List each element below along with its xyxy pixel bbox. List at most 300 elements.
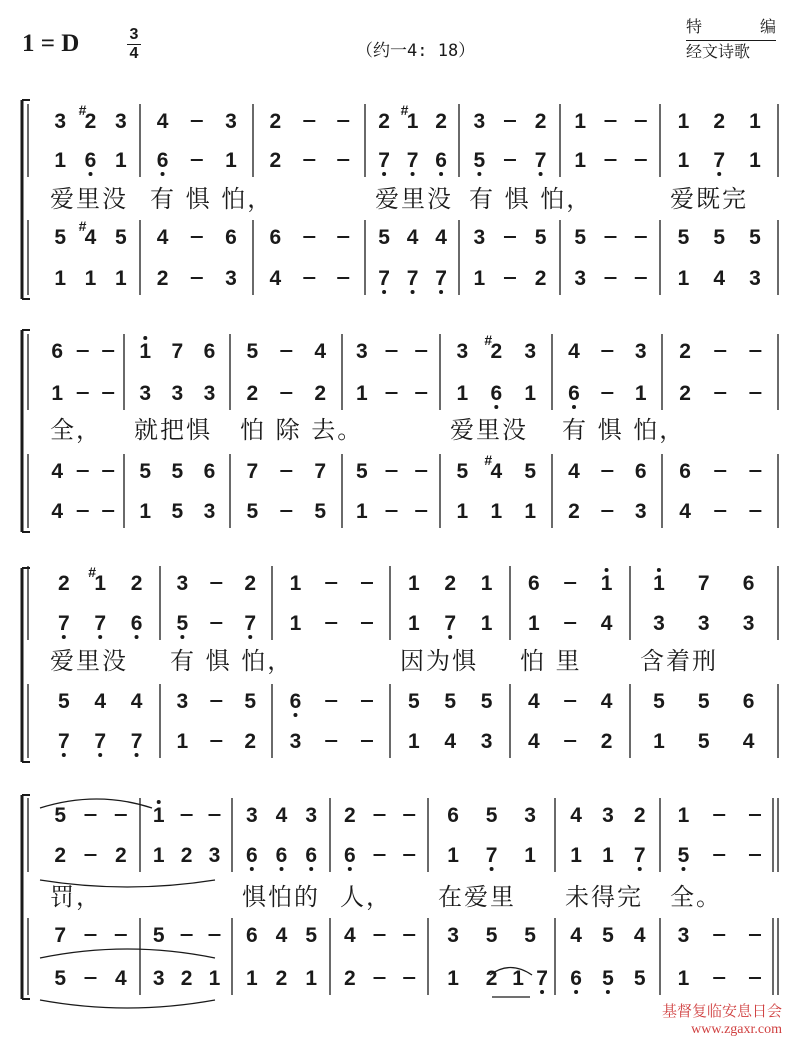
note-s0-b6-r1-2: 1 bbox=[749, 149, 761, 172]
note-s0-b0-r0-1: 2 bbox=[84, 110, 97, 133]
note-s2-b0-r3-2-low-dot bbox=[135, 753, 139, 757]
note-s3-b4-r2-1: 5 bbox=[485, 924, 498, 947]
note-s3-b5-r2-2: 4 bbox=[633, 924, 646, 947]
note-s2-b3-r3-2: 3 bbox=[480, 730, 493, 753]
note-s3-b3-r0-0: 2 bbox=[343, 804, 356, 827]
note-s3-b6-r1-0: 5 bbox=[677, 844, 690, 867]
note-s2-b1-r0-2: 2 bbox=[244, 572, 257, 595]
note-s1-b1-r3-1: 5 bbox=[171, 500, 184, 523]
lyric-s3-b4: 在爱里 bbox=[438, 883, 516, 911]
note-s2-b0-r0-2: 2 bbox=[130, 572, 143, 595]
note-s1-b0-r2-0: 4 bbox=[51, 460, 64, 483]
note-s3-b3-r2-0: 4 bbox=[343, 924, 356, 947]
note-s3-b2-r0-0: 3 bbox=[245, 804, 258, 827]
note-s0-b6-r2-0: 5 bbox=[677, 226, 690, 249]
note-s2-b3-r1-1: 7 bbox=[444, 612, 457, 635]
note-s3-b2-r0-2: 3 bbox=[305, 804, 318, 827]
note-s2-b0-r0-1: 1 bbox=[94, 572, 107, 595]
note-s3-b5-r0-0: 4 bbox=[570, 804, 582, 827]
note-s2-b3-r2-2: 5 bbox=[480, 690, 493, 713]
note-s0-b0-r1-0: 1 bbox=[54, 149, 67, 172]
note-s1-b0-r1-0: 1 bbox=[51, 382, 64, 405]
note-s2-b5-r1-0: 3 bbox=[653, 612, 665, 635]
time-denominator: 4 bbox=[129, 45, 139, 62]
note-s1-b6-r3-0: 4 bbox=[679, 500, 691, 523]
note-s2-b5-r3-0: 1 bbox=[653, 730, 665, 753]
note-s3-b6-r1-0-low-dot bbox=[681, 867, 685, 871]
note-s1-b1-r0-0: 1 bbox=[139, 340, 152, 363]
note-s0-b1-r1-0-low-dot bbox=[161, 172, 165, 176]
lyric-s0-b6: 爱既完 bbox=[670, 185, 748, 213]
note-s3-b3-r1-0: 6 bbox=[343, 844, 356, 867]
note-s3-b4-r1-1: 7 bbox=[485, 844, 498, 867]
lyric-s2-b0: 爱里没 bbox=[50, 647, 128, 675]
note-s0-b3-r1-2: 6 bbox=[435, 149, 447, 172]
note-s2-b0-r2-1: 4 bbox=[94, 690, 107, 713]
lyric-s1-b1: 就把惧 bbox=[134, 416, 212, 444]
note-s1-b4-r1-1: 6 bbox=[490, 382, 503, 405]
note-s1-b2-r0-2: 4 bbox=[314, 340, 327, 363]
note-s0-b1-r3-0: 2 bbox=[156, 267, 169, 290]
note-s0-b6-r1-1: 7 bbox=[713, 149, 726, 172]
watermark-title: 基督复临安息日会 bbox=[661, 1004, 782, 1020]
note-s2-b5-r2-0: 5 bbox=[653, 690, 665, 713]
note-s1-b4-r0-2: 3 bbox=[524, 340, 537, 363]
note-s2-b1-r3-2: 2 bbox=[244, 730, 257, 753]
note-s3-b4-r3-0: 1 bbox=[447, 967, 459, 990]
note-s1-b4-r0-1-sharp: # bbox=[484, 332, 493, 348]
note-s3-b6-r3-0: 1 bbox=[677, 967, 690, 990]
note-s3-b5-r1-1: 1 bbox=[602, 844, 614, 867]
lyric-s3-b2: 惧怕的 bbox=[242, 883, 320, 911]
note-s3-b1-r0-0: 1 bbox=[152, 804, 165, 827]
lyric-s0-b0: 爱里没 bbox=[50, 185, 128, 213]
note-s2-b2-r0-0: 1 bbox=[289, 572, 302, 595]
note-s2-b5-r2-1: 5 bbox=[697, 690, 710, 713]
note-s3-b4-r3-2: 7 bbox=[536, 967, 548, 990]
note-s2-b2-r3-0: 3 bbox=[289, 730, 302, 753]
note-s1-b1-r0-2: 6 bbox=[203, 340, 216, 363]
note-s0-b1-r1-2: 1 bbox=[225, 149, 237, 172]
note-s0-b0-r2-0: 5 bbox=[54, 226, 67, 249]
note-s3-b4-r1-2: 1 bbox=[524, 844, 536, 867]
note-s1-b5-r3-2: 3 bbox=[634, 500, 647, 523]
note-s1-b4-r3-0: 1 bbox=[456, 500, 469, 523]
note-s1-b6-r1-0: 2 bbox=[679, 382, 691, 405]
note-s0-b6-r2-2: 5 bbox=[749, 226, 761, 249]
note-s0-b3-r3-1-low-dot bbox=[411, 290, 415, 294]
note-s2-b3-r2-0: 5 bbox=[407, 690, 420, 713]
note-s2-b5-r3-1: 5 bbox=[697, 730, 710, 753]
note-s3-b1-r2-0: 5 bbox=[152, 924, 165, 947]
note-s2-b0-r3-2: 7 bbox=[130, 730, 143, 753]
note-s0-b4-r2-2: 5 bbox=[534, 226, 547, 249]
note-s3-b2-r1-2: 6 bbox=[305, 844, 318, 867]
note-s2-b0-r3-1-low-dot bbox=[98, 753, 102, 757]
note-s0-b6-r1-0: 1 bbox=[677, 149, 690, 172]
note-s3-b5-r3-2: 5 bbox=[633, 967, 646, 990]
note-s3-b3-r1-0-low-dot bbox=[348, 867, 352, 871]
note-s3-b2-r2-2: 5 bbox=[305, 924, 318, 947]
note-s2-b0-r0-0: 2 bbox=[57, 572, 70, 595]
note-s2-b4-r3-0: 4 bbox=[527, 730, 540, 753]
note-s0-b4-r0-2: 2 bbox=[534, 110, 547, 133]
note-s0-b3-r1-0-low-dot bbox=[382, 172, 386, 176]
note-s2-b2-r2-0-low-dot bbox=[293, 713, 297, 717]
note-s3-b1-r1-1: 2 bbox=[180, 844, 193, 867]
note-s2-b3-r1-0: 1 bbox=[407, 612, 420, 635]
note-s0-b3-r0-1: 1 bbox=[406, 110, 419, 133]
note-s1-b5-r3-0: 2 bbox=[568, 500, 580, 523]
note-s0-b2-r2-0: 6 bbox=[269, 226, 282, 249]
note-s3-b5-r3-1: 5 bbox=[602, 967, 614, 990]
note-s3-b4-r0-0: 6 bbox=[447, 804, 459, 827]
note-s1-b1-r1-0: 3 bbox=[139, 382, 152, 405]
note-s2-b0-r1-0: 7 bbox=[57, 612, 70, 635]
lyric-s0-b1: 有 惧 怕， bbox=[150, 185, 274, 213]
note-s0-b1-r1-0: 6 bbox=[156, 149, 169, 172]
note-s3-b1-r3-1: 2 bbox=[180, 967, 193, 990]
note-s2-b0-r2-2: 4 bbox=[130, 690, 143, 713]
note-s3-b0-r3-0: 5 bbox=[54, 967, 67, 990]
note-s1-b0-r0-0: 6 bbox=[51, 340, 64, 363]
note-s3-b5-r3-1-low-dot bbox=[606, 990, 610, 994]
note-s2-b0-r1-1-low-dot bbox=[98, 635, 102, 639]
note-s3-b4-r3-2: 1 bbox=[512, 967, 524, 990]
note-s1-b2-r2-0: 7 bbox=[246, 460, 259, 483]
note-s2-b3-r2-1: 5 bbox=[444, 690, 457, 713]
watermark-url: www.zgaxr.com bbox=[691, 1022, 782, 1037]
note-s3-b5-r1-2: 7 bbox=[633, 844, 646, 867]
note-s2-b3-r1-1-low-dot bbox=[448, 635, 452, 639]
note-s0-b2-r3-0: 4 bbox=[269, 267, 282, 290]
lyric-s3-b3: 人， bbox=[340, 883, 392, 911]
note-s1-b1-r0-1: 7 bbox=[171, 340, 184, 363]
note-s3-b5-r2-0: 4 bbox=[570, 924, 582, 947]
note-s3-b5-r3-0-low-dot bbox=[574, 990, 578, 994]
note-s2-b4-r0-0: 6 bbox=[527, 572, 540, 595]
note-s2-b0-r3-0: 7 bbox=[57, 730, 70, 753]
note-s0-b0-r0-2: 3 bbox=[114, 110, 127, 133]
note-s0-b6-r0-1: 2 bbox=[713, 110, 726, 133]
note-s0-b4-r1-2-low-dot bbox=[539, 172, 543, 176]
note-s3-b0-r0-0: 5 bbox=[54, 804, 67, 827]
note-s0-b2-r1-0: 2 bbox=[269, 149, 282, 172]
note-s3-b2-r1-1-low-dot bbox=[280, 867, 284, 871]
note-s2-b3-r3-1: 4 bbox=[444, 730, 457, 753]
note-s1-b4-r2-1-sharp: # bbox=[484, 452, 493, 468]
lyric-s3-b5: 未得完 bbox=[565, 883, 643, 911]
note-s0-b3-r3-0: 7 bbox=[378, 267, 390, 290]
note-s1-b5-r0-2: 3 bbox=[634, 340, 647, 363]
note-s1-b1-r1-2: 3 bbox=[203, 382, 216, 405]
note-s0-b5-r2-0: 5 bbox=[574, 226, 587, 249]
note-s2-b0-r0-1-sharp: # bbox=[88, 564, 97, 580]
note-s0-b5-r0-0: 1 bbox=[574, 110, 587, 133]
note-s1-b1-r2-1: 5 bbox=[171, 460, 184, 483]
note-s2-b1-r3-0: 1 bbox=[176, 730, 189, 753]
note-s0-b1-r2-0: 4 bbox=[156, 226, 169, 249]
note-s1-b4-r0-0: 3 bbox=[456, 340, 469, 363]
note-s3-b0-r2-0: 7 bbox=[54, 924, 67, 947]
note-s3-b5-r1-2-low-dot bbox=[638, 867, 642, 871]
note-s2-b0-r3-1: 7 bbox=[94, 730, 107, 753]
note-s1-b4-r1-1-low-dot bbox=[494, 405, 498, 409]
note-s0-b4-r0-0: 3 bbox=[473, 110, 486, 133]
note-s3-b2-r0-1: 4 bbox=[275, 804, 288, 827]
note-s2-b5-r0-1: 7 bbox=[697, 572, 710, 595]
note-s3-b5-r0-1: 3 bbox=[602, 804, 614, 827]
note-s3-b1-r0-0-high-dot bbox=[157, 800, 161, 804]
note-s0-b6-r2-1: 5 bbox=[713, 226, 726, 249]
note-s2-b2-r1-0: 1 bbox=[289, 612, 302, 635]
note-s1-b2-r3-0: 5 bbox=[246, 500, 259, 523]
note-s0-b0-r1-1: 6 bbox=[84, 149, 97, 172]
note-s2-b5-r0-0: 1 bbox=[653, 572, 665, 595]
note-s3-b4-r1-0: 1 bbox=[447, 844, 459, 867]
note-s3-b0-r1-0: 2 bbox=[54, 844, 67, 867]
note-s1-b6-r2-0: 6 bbox=[679, 460, 691, 483]
note-s2-b4-r2-2: 4 bbox=[600, 690, 613, 713]
note-s3-b6-r0-0: 1 bbox=[677, 804, 690, 827]
note-s3-b0-r1-2: 2 bbox=[114, 844, 127, 867]
note-s2-b0-r1-2-low-dot bbox=[135, 635, 139, 639]
note-s3-b2-r3-0: 1 bbox=[245, 967, 258, 990]
note-s0-b0-r2-1-sharp: # bbox=[78, 218, 87, 234]
note-s2-b3-r0-2: 1 bbox=[480, 572, 493, 595]
note-s0-b0-r1-2: 1 bbox=[114, 149, 127, 172]
note-s0-b1-r2-2: 6 bbox=[225, 226, 237, 249]
note-s0-b3-r3-1: 7 bbox=[406, 267, 419, 290]
note-s1-b5-r1-2: 1 bbox=[634, 382, 647, 405]
note-s2-b0-r1-1: 7 bbox=[94, 612, 107, 635]
note-s3-b2-r2-0: 6 bbox=[245, 924, 258, 947]
note-s3-b1-r3-2: 1 bbox=[208, 967, 221, 990]
note-s0-b6-r1-1-low-dot bbox=[717, 172, 721, 176]
note-s0-b4-r1-2: 7 bbox=[534, 149, 547, 172]
note-s0-b3-r3-0-low-dot bbox=[382, 290, 386, 294]
note-s1-b4-r3-1: 1 bbox=[490, 500, 503, 523]
note-s1-b4-r1-2: 1 bbox=[524, 382, 537, 405]
note-s0-b4-r3-2: 2 bbox=[534, 267, 547, 290]
note-s1-b2-r0-0: 5 bbox=[246, 340, 259, 363]
note-s0-b1-r3-2: 3 bbox=[225, 267, 237, 290]
credit-source: 经文诗歌 bbox=[686, 44, 751, 61]
time-numerator: 3 bbox=[127, 26, 141, 45]
slur-bass-1 bbox=[40, 1000, 215, 1008]
note-s1-b2-r1-2: 2 bbox=[314, 382, 327, 405]
tempo-marking: （约一4: 18） bbox=[356, 41, 476, 61]
note-s1-b3-r3-0: 1 bbox=[355, 500, 368, 523]
note-s3-b5-r3-0: 6 bbox=[570, 967, 582, 990]
note-s3-b5-r0-2: 2 bbox=[633, 804, 646, 827]
note-s3-b2-r2-1: 4 bbox=[275, 924, 288, 947]
note-s1-b2-r3-2: 5 bbox=[314, 500, 327, 523]
note-s0-b3-r1-1-low-dot bbox=[411, 172, 415, 176]
note-s2-b4-r1-0: 1 bbox=[527, 612, 540, 635]
note-s3-b5-r2-1: 5 bbox=[602, 924, 614, 947]
note-s2-b3-r1-2: 1 bbox=[480, 612, 493, 635]
note-s3-b4-r2-0: 3 bbox=[447, 924, 459, 947]
note-s2-b5-r1-1: 3 bbox=[697, 612, 710, 635]
note-s1-b1-r2-2: 6 bbox=[203, 460, 216, 483]
note-s2-b5-r1-2: 3 bbox=[742, 612, 755, 635]
note-s1-b4-r1-0: 1 bbox=[456, 382, 469, 405]
note-s2-b5-r2-2: 6 bbox=[742, 690, 755, 713]
note-s0-b2-r0-0: 2 bbox=[269, 110, 282, 133]
note-s0-b4-r1-0: 5 bbox=[473, 149, 486, 172]
note-s3-b4-r2-2: 5 bbox=[524, 924, 536, 947]
credit-label-a: 特 bbox=[686, 19, 703, 36]
note-s0-b4-r1-0-low-dot bbox=[477, 172, 481, 176]
note-s3-b2-r3-1: 2 bbox=[275, 967, 288, 990]
note-s2-b4-r2-0: 4 bbox=[527, 690, 540, 713]
note-s3-b4-r0-2: 3 bbox=[524, 804, 536, 827]
note-s2-b5-r0-0-high-dot bbox=[657, 568, 661, 572]
lyric-s1-b0: 全， bbox=[50, 416, 102, 444]
note-s3-b1-r3-0: 3 bbox=[152, 967, 165, 990]
note-s1-b5-r0-0: 4 bbox=[568, 340, 580, 363]
note-s0-b3-r3-2: 7 bbox=[435, 267, 447, 290]
note-s1-b5-r2-2: 6 bbox=[634, 460, 647, 483]
note-s0-b6-r3-1: 4 bbox=[713, 267, 726, 290]
credit-label-b: 编 bbox=[759, 19, 776, 36]
lyric-s2-b5: 含着刑 bbox=[640, 647, 718, 675]
note-s1-b4-r2-0: 5 bbox=[456, 460, 469, 483]
note-s1-b1-r0-0-high-dot bbox=[143, 336, 147, 340]
note-s2-b4-r0-2: 1 bbox=[600, 572, 613, 595]
note-s3-b5-r1-0: 1 bbox=[570, 844, 582, 867]
slur-tenor-1 bbox=[40, 949, 215, 958]
note-s0-b6-r3-2: 3 bbox=[749, 267, 761, 290]
lyric-s2-b3: 因为惧 bbox=[400, 647, 478, 675]
note-s0-b6-r0-2: 1 bbox=[749, 110, 761, 133]
note-s1-b3-r1-0: 1 bbox=[355, 382, 368, 405]
note-s2-b4-r1-2: 4 bbox=[600, 612, 613, 635]
note-s1-b1-r2-0: 5 bbox=[139, 460, 152, 483]
note-s2-b3-r0-0: 1 bbox=[407, 572, 420, 595]
note-s0-b3-r1-0: 7 bbox=[378, 149, 390, 172]
note-s1-b0-r3-0: 4 bbox=[51, 500, 64, 523]
lyric-s1-b5: 有 惧 怕， bbox=[562, 416, 686, 444]
note-s1-b3-r2-0: 5 bbox=[355, 460, 368, 483]
note-s2-b2-r2-0: 6 bbox=[289, 690, 302, 713]
note-s3-b4-r3-1: 2 bbox=[485, 967, 498, 990]
note-s0-b5-r1-0: 1 bbox=[574, 149, 587, 172]
lyric-s0-b3: 爱里没 bbox=[375, 185, 453, 213]
note-s1-b4-r3-2: 1 bbox=[524, 500, 537, 523]
note-s2-b3-r0-1: 2 bbox=[444, 572, 457, 595]
note-s0-b6-r3-0: 1 bbox=[677, 267, 690, 290]
note-s3-b2-r1-0: 6 bbox=[245, 844, 258, 867]
note-s1-b4-r2-1: 4 bbox=[490, 460, 503, 483]
note-s1-b2-r2-2: 7 bbox=[314, 460, 327, 483]
note-s2-b1-r1-0: 5 bbox=[176, 612, 189, 635]
key-signature: 1 = D bbox=[22, 30, 80, 57]
note-s2-b1-r1-2: 7 bbox=[244, 612, 257, 635]
note-s2-b4-r0-2-high-dot bbox=[605, 568, 609, 572]
lyric-s1-b2: 怕 除 去。 bbox=[240, 416, 364, 444]
note-s3-b6-r2-0: 3 bbox=[677, 924, 690, 947]
note-s3-b1-r1-0: 1 bbox=[152, 844, 165, 867]
lyric-s3-b6: 全。 bbox=[670, 883, 722, 911]
note-s1-b5-r1-0: 6 bbox=[568, 382, 580, 405]
note-s3-b2-r1-0-low-dot bbox=[250, 867, 254, 871]
note-s3-b4-r0-1: 5 bbox=[485, 804, 498, 827]
note-s1-b1-r3-2: 3 bbox=[203, 500, 216, 523]
note-s3-b3-r3-0: 2 bbox=[343, 967, 356, 990]
note-s0-b1-r0-2: 3 bbox=[225, 110, 237, 133]
note-s2-b1-r0-0: 3 bbox=[176, 572, 189, 595]
note-s2-b1-r2-2: 5 bbox=[244, 690, 257, 713]
note-s2-b0-r1-2: 6 bbox=[130, 612, 143, 635]
lyric-s0-b4: 有 惧 怕， bbox=[469, 185, 593, 213]
note-s1-b4-r0-1: 2 bbox=[490, 340, 503, 363]
note-s0-b3-r2-1: 4 bbox=[406, 226, 419, 249]
note-s0-b1-r0-0: 4 bbox=[156, 110, 169, 133]
note-s0-b0-r0-1-sharp: # bbox=[78, 102, 87, 118]
note-s0-b3-r2-0: 5 bbox=[378, 226, 390, 249]
note-s0-b0-r0-0: 3 bbox=[54, 110, 67, 133]
note-s2-b1-r2-0: 3 bbox=[176, 690, 189, 713]
note-s1-b1-r1-1: 3 bbox=[171, 382, 184, 405]
note-s0-b3-r0-2: 2 bbox=[435, 110, 447, 133]
note-s1-b5-r1-0-low-dot bbox=[572, 405, 576, 409]
note-s1-b4-r2-2: 5 bbox=[524, 460, 537, 483]
note-s0-b4-r2-0: 3 bbox=[473, 226, 486, 249]
note-s3-b1-r1-2: 3 bbox=[208, 844, 221, 867]
note-s0-b4-r3-0: 1 bbox=[473, 267, 486, 290]
note-s0-b0-r3-0: 1 bbox=[54, 267, 67, 290]
note-s3-b4-r1-1-low-dot bbox=[490, 867, 494, 871]
note-s3-b2-r3-2: 1 bbox=[305, 967, 318, 990]
note-s0-b3-r0-1-sharp: # bbox=[400, 102, 409, 118]
note-s0-b3-r1-2-low-dot bbox=[439, 172, 443, 176]
lyric-s2-b1: 有 惧 怕， bbox=[170, 647, 294, 675]
note-s0-b3-r2-2: 4 bbox=[435, 226, 447, 249]
note-s0-b0-r3-1: 1 bbox=[84, 267, 97, 290]
note-s2-b0-r2-0: 5 bbox=[57, 690, 70, 713]
note-s2-b4-r3-2: 2 bbox=[600, 730, 613, 753]
note-s1-b6-r0-0: 2 bbox=[679, 340, 691, 363]
note-s0-b0-r2-2: 5 bbox=[114, 226, 127, 249]
note-s2-b0-r3-0-low-dot bbox=[62, 753, 66, 757]
note-s1-b2-r1-0: 2 bbox=[246, 382, 259, 405]
lyric-s2-b4: 怕 里 bbox=[520, 647, 582, 675]
note-s0-b6-r0-0: 1 bbox=[677, 110, 690, 133]
note-s2-b5-r3-2: 4 bbox=[742, 730, 755, 753]
note-s1-b1-r3-0: 1 bbox=[139, 500, 152, 523]
note-s2-b1-r1-2-low-dot bbox=[248, 635, 252, 639]
note-s3-b4-r3-2-low-dot bbox=[540, 990, 544, 994]
note-s0-b3-r1-1: 7 bbox=[406, 149, 419, 172]
note-s2-b0-r1-0-low-dot bbox=[62, 635, 66, 639]
note-s3-b2-r1-1: 6 bbox=[275, 844, 288, 867]
note-s2-b1-r1-0-low-dot bbox=[180, 635, 184, 639]
note-s1-b3-r0-0: 3 bbox=[355, 340, 368, 363]
note-s3-b0-r3-2: 4 bbox=[114, 967, 127, 990]
note-s0-b0-r2-1: 4 bbox=[84, 226, 97, 249]
note-s1-b5-r2-0: 4 bbox=[568, 460, 580, 483]
note-s0-b3-r3-2-low-dot bbox=[439, 290, 443, 294]
note-s0-b0-r3-2: 1 bbox=[114, 267, 127, 290]
note-s0-b0-r1-1-low-dot bbox=[88, 172, 92, 176]
note-s2-b5-r0-2: 6 bbox=[742, 572, 755, 595]
lyric-s3-b0: 罚， bbox=[50, 883, 102, 911]
note-s2-b3-r3-0: 1 bbox=[407, 730, 420, 753]
note-s0-b3-r0-0: 2 bbox=[378, 110, 390, 133]
note-s3-b2-r1-2-low-dot bbox=[309, 867, 313, 871]
